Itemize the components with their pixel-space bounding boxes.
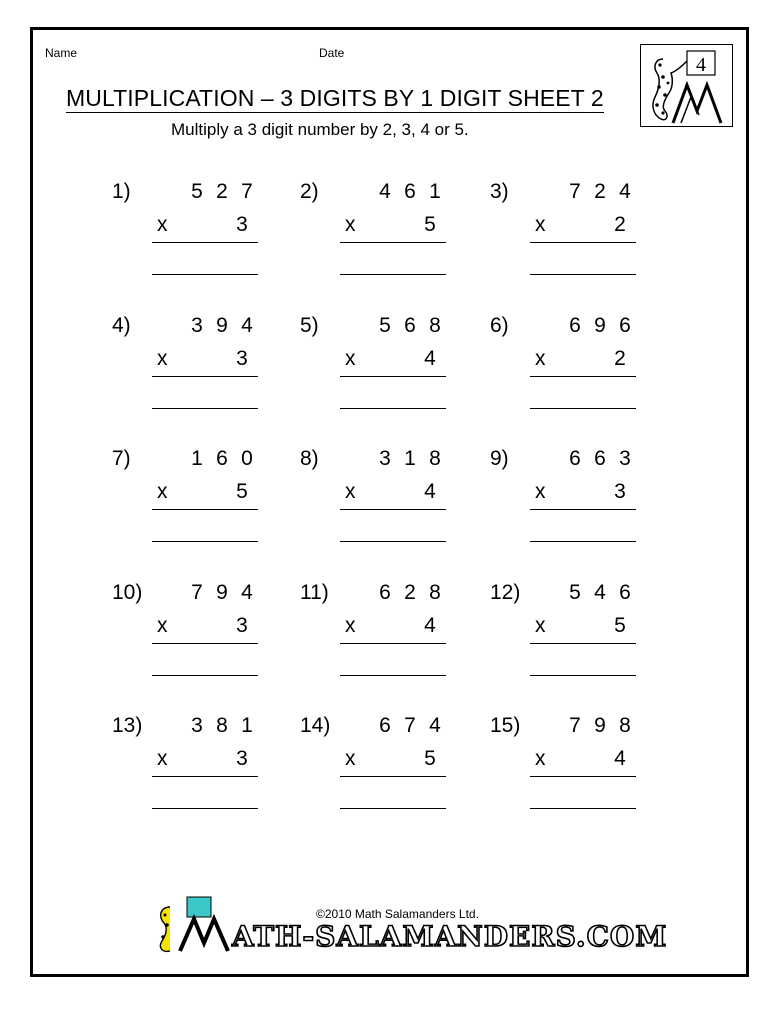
problem-number: 10) [112, 581, 143, 604]
multiplicand-digit: 9 [594, 314, 606, 337]
product-rule [340, 643, 446, 644]
multiplicand-digit: 0 [241, 447, 253, 470]
problem-number: 9) [490, 447, 509, 470]
grade-number: 4 [696, 54, 706, 76]
times-sign: x [345, 347, 356, 370]
problem-number: 2) [300, 180, 319, 203]
answer-line [340, 541, 446, 542]
multiplicand-digit: 8 [619, 714, 631, 737]
multiplicand-digit: 2 [594, 180, 606, 203]
multiplicand-digit: 6 [594, 447, 606, 470]
problem-number: 14) [300, 714, 331, 737]
answer-line [152, 541, 258, 542]
page-subtitle: Multiply a 3 digit number by 2, 3, 4 or 5. [171, 120, 469, 139]
salamander-logo-icon [641, 45, 732, 126]
product-rule [340, 509, 446, 510]
problem-number: 11) [300, 581, 329, 604]
multiplicand-digit: 9 [594, 714, 606, 737]
problem-number: 7) [112, 447, 131, 470]
multiplicand-digit: 7 [191, 581, 203, 604]
problem-number: 6) [490, 314, 509, 337]
answer-line [340, 408, 446, 409]
multiplicand-digit: 2 [404, 581, 416, 604]
times-sign: x [157, 213, 168, 236]
times-sign: x [535, 213, 546, 236]
multiplicand-digit: 3 [619, 447, 631, 470]
multiplier-digit: 5 [424, 747, 436, 770]
times-sign: x [345, 480, 356, 503]
problem-11 [300, 581, 470, 691]
name-label: Name [45, 46, 78, 60]
answer-line [340, 274, 446, 275]
multiplicand-digit: 8 [429, 447, 441, 470]
math-salamanders-logo-icon [150, 893, 668, 953]
answer-line [152, 808, 258, 809]
problem-5 [300, 314, 470, 424]
answer-line [340, 808, 446, 809]
problem-14 [300, 714, 470, 824]
times-sign: x [157, 614, 168, 637]
multiplicand-digit: 1 [191, 447, 203, 470]
product-rule [152, 776, 258, 777]
multiplicand-digit: 4 [241, 314, 253, 337]
multiplicand-digit: 7 [404, 714, 416, 737]
product-rule [340, 242, 446, 243]
multiplicand-digit: 7 [241, 180, 253, 203]
multiplicand-digit: 8 [429, 581, 441, 604]
multiplicand-digit: 3 [191, 714, 203, 737]
problem-number: 8) [300, 447, 319, 470]
problem-4 [112, 314, 282, 424]
date-label: Date [319, 46, 345, 60]
product-rule [152, 376, 258, 377]
times-sign: x [535, 747, 546, 770]
multiplicand-digit: 4 [594, 581, 606, 604]
problem-number: 5) [300, 314, 319, 337]
times-sign: x [157, 747, 168, 770]
times-sign: x [535, 347, 546, 370]
problem-7 [112, 447, 282, 557]
multiplicand-digit: 7 [569, 714, 581, 737]
multiplier-digit: 2 [614, 347, 626, 370]
multiplicand-digit: 8 [429, 314, 441, 337]
problem-number: 13) [112, 714, 143, 737]
times-sign: x [345, 614, 356, 637]
multiplicand-digit: 4 [429, 714, 441, 737]
multiplicand-digit: 7 [569, 180, 581, 203]
product-rule [530, 242, 636, 243]
page-title: MULTIPLICATION – 3 DIGITS BY 1 DIGIT SHEET 2 [66, 85, 604, 111]
multiplicand-digit: 9 [216, 581, 228, 604]
multiplicand-digit: 6 [379, 581, 391, 604]
multiplicand-digit: 9 [216, 314, 228, 337]
multiplicand-digit: 6 [619, 581, 631, 604]
multiplicand-digit: 6 [404, 180, 416, 203]
multiplier-digit: 4 [614, 747, 626, 770]
product-rule [530, 643, 636, 644]
multiplicand-digit: 1 [241, 714, 253, 737]
answer-line [152, 274, 258, 275]
multiplicand-digit: 6 [569, 314, 581, 337]
copyright-text: ©2010 Math Salamanders Ltd. [316, 907, 479, 921]
problem-9 [490, 447, 660, 557]
multiplicand-digit: 8 [216, 714, 228, 737]
multiplicand-digit: 6 [619, 314, 631, 337]
multiplicand-digit: 6 [404, 314, 416, 337]
problem-number: 12) [490, 581, 521, 604]
product-rule [152, 643, 258, 644]
problem-8 [300, 447, 470, 557]
grade-logo [640, 44, 733, 127]
answer-line [530, 808, 636, 809]
problem-number: 15) [490, 714, 521, 737]
multiplier-digit: 3 [614, 480, 626, 503]
problem-number: 4) [112, 314, 131, 337]
multiplicand-digit: 2 [216, 180, 228, 203]
footer-logo [150, 893, 668, 953]
answer-line [530, 541, 636, 542]
product-rule [152, 509, 258, 510]
multiplicand-digit: 6 [569, 447, 581, 470]
multiplier-digit: 4 [424, 347, 436, 370]
problem-2 [300, 180, 470, 290]
multiplicand-digit: 5 [191, 180, 203, 203]
answer-line [152, 675, 258, 676]
multiplier-digit: 3 [236, 747, 248, 770]
problem-1 [112, 180, 282, 290]
times-sign: x [535, 480, 546, 503]
footer-brand: ATH-SALAMANDERS.COM [232, 920, 668, 953]
multiplier-digit: 3 [236, 347, 248, 370]
product-rule [152, 242, 258, 243]
answer-line [152, 408, 258, 409]
problem-3 [490, 180, 660, 290]
answer-line [340, 675, 446, 676]
multiplier-digit: 5 [236, 480, 248, 503]
multiplicand-digit: 4 [241, 581, 253, 604]
multiplicand-digit: 3 [191, 314, 203, 337]
multiplicand-digit: 5 [569, 581, 581, 604]
multiplier-digit: 3 [236, 213, 248, 236]
multiplier-digit: 3 [236, 614, 248, 637]
multiplier-digit: 4 [424, 614, 436, 637]
times-sign: x [157, 480, 168, 503]
multiplicand-digit: 4 [619, 180, 631, 203]
multiplicand-digit: 4 [379, 180, 391, 203]
product-rule [340, 776, 446, 777]
multiplicand-digit: 3 [379, 447, 391, 470]
answer-line [530, 675, 636, 676]
problem-13 [112, 714, 282, 824]
times-sign: x [345, 747, 356, 770]
multiplier-digit: 4 [424, 480, 436, 503]
multiplicand-digit: 6 [379, 714, 391, 737]
multiplicand-digit: 1 [404, 447, 416, 470]
multiplier-digit: 5 [424, 213, 436, 236]
problem-12 [490, 581, 660, 691]
multiplicand-digit: 5 [379, 314, 391, 337]
product-rule [530, 776, 636, 777]
answer-line [530, 408, 636, 409]
multiplier-digit: 5 [614, 614, 626, 637]
multiplier-digit: 2 [614, 213, 626, 236]
answer-line [530, 274, 636, 275]
problem-10 [112, 581, 282, 691]
times-sign: x [157, 347, 168, 370]
product-rule [530, 376, 636, 377]
product-rule [530, 509, 636, 510]
problem-number: 3) [490, 180, 509, 203]
multiplicand-digit: 6 [216, 447, 228, 470]
problem-6 [490, 314, 660, 424]
times-sign: x [345, 213, 356, 236]
problem-15 [490, 714, 660, 824]
multiplicand-digit: 1 [429, 180, 441, 203]
problem-number: 1) [112, 180, 131, 203]
product-rule [340, 376, 446, 377]
times-sign: x [535, 614, 546, 637]
